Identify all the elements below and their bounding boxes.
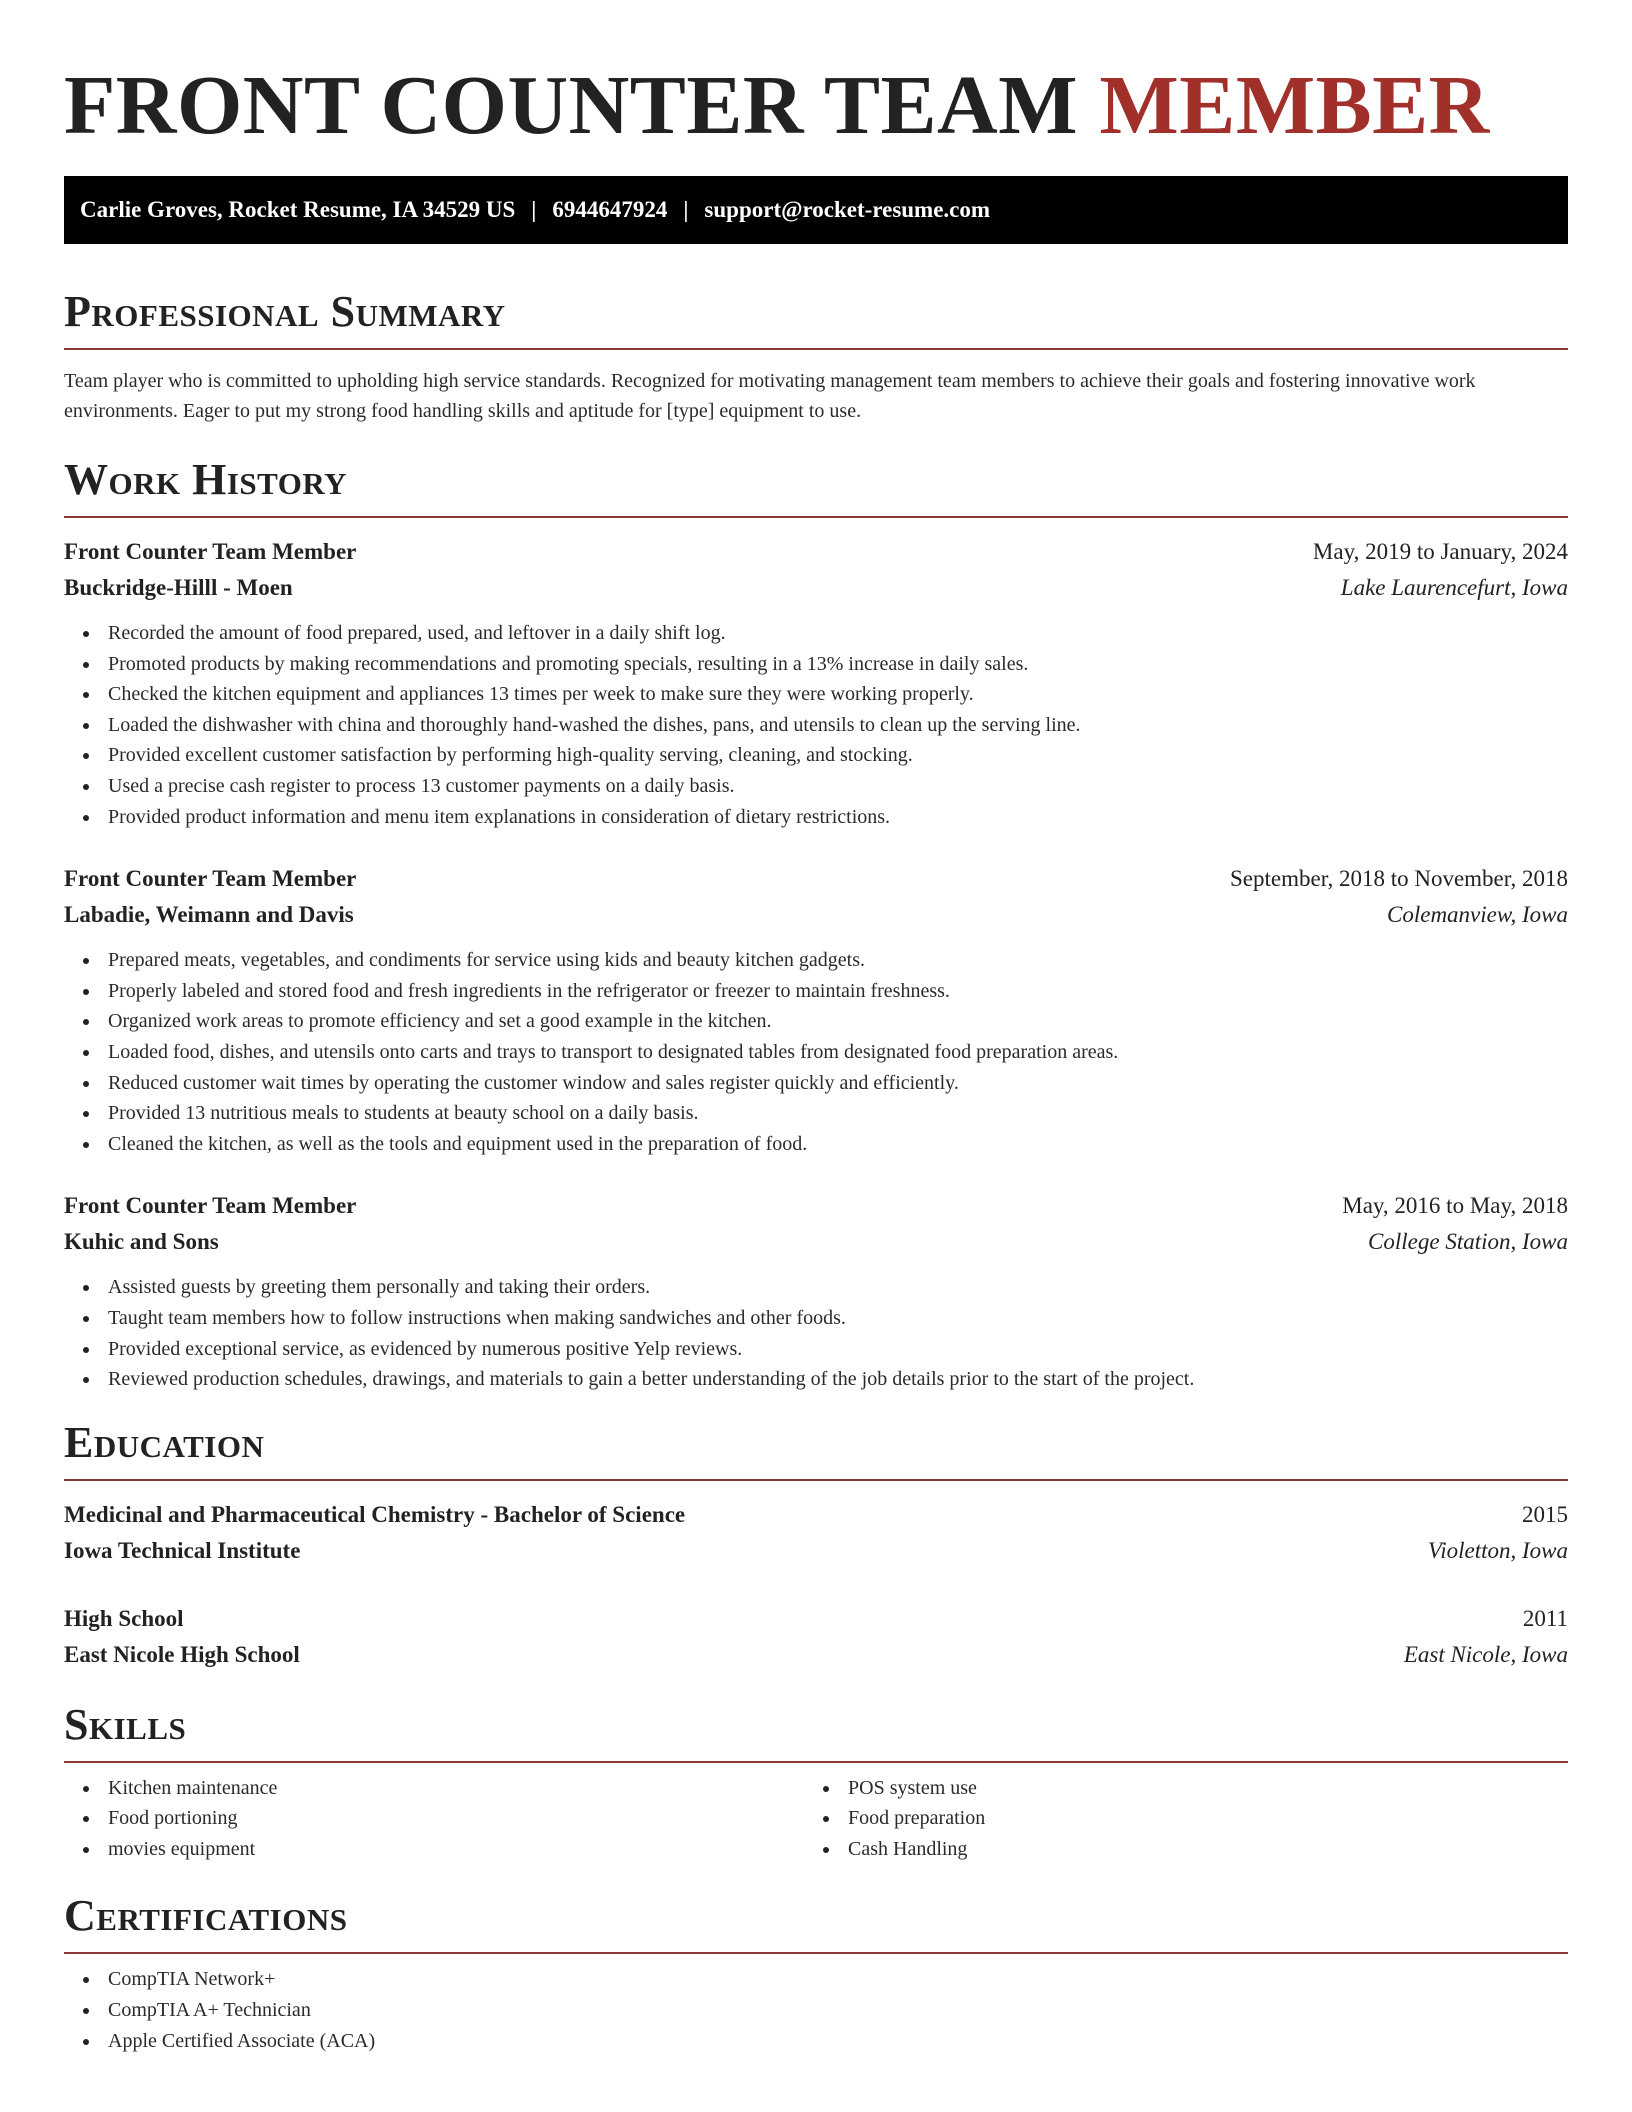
education-school: East Nicole High School xyxy=(64,1641,300,1667)
job-company: Buckridge-Hilll - Moen xyxy=(64,575,293,600)
section-divider xyxy=(64,348,1568,350)
list-item: Reduced customer wait times by operating the customer window and sales register quickly and efficiently. xyxy=(64,1068,1568,1099)
job-header-row xyxy=(64,861,1568,897)
skill-item: Food preparation xyxy=(804,1803,1544,1834)
section-title-summary: Professional Summary xyxy=(64,287,506,336)
contact-separator: | xyxy=(683,197,689,222)
section-divider xyxy=(64,1479,1568,1481)
education-degree-row xyxy=(64,1497,1568,1533)
skills-list xyxy=(804,1773,1544,1865)
contact-bar xyxy=(64,176,1568,244)
contact-phone: 6944647924 xyxy=(552,197,668,222)
contact-address: Carlie Groves, Rocket Resume, IA 34529 US xyxy=(80,197,516,222)
skill-item: POS system use xyxy=(804,1773,1544,1804)
job-company-row xyxy=(64,570,1568,606)
list-item: Provided product information and menu item explanations in consideration of dietary restrictions. xyxy=(64,802,1568,833)
education-section xyxy=(64,1417,1568,1673)
title-accent: MEMBER xyxy=(1099,59,1490,152)
education-year: 2011 xyxy=(1522,1605,1568,1631)
section-divider xyxy=(64,516,1568,518)
list-item: Reviewed production schedules, drawings, and materials to gain a better understanding of the job details prior to the start of the project. xyxy=(64,1364,1568,1395)
skills-column-left xyxy=(64,1773,804,1865)
list-item: Provided excellent customer satisfaction by performing high-quality serving, cleaning, and stocking. xyxy=(64,740,1568,771)
resume-title xyxy=(64,56,1568,156)
job-bullet-list xyxy=(64,618,1568,832)
job-entry xyxy=(64,861,1568,1159)
certifications-list xyxy=(64,1964,1568,2056)
certification-item: CompTIA Network+ xyxy=(64,1964,1568,1995)
certifications-section xyxy=(64,1890,1568,2056)
section-title-skills: Skills xyxy=(64,1699,187,1749)
job-dates: September, 2018 to November, 2018 xyxy=(1230,866,1568,892)
job-header-row xyxy=(64,534,1568,570)
job-location: Colemanview, Iowa xyxy=(1387,902,1568,928)
skills-grid xyxy=(64,1773,1568,1865)
skill-item: movies equipment xyxy=(64,1834,804,1865)
job-bullet-list xyxy=(64,1272,1568,1394)
summary-section xyxy=(64,286,1568,426)
job-dates: May, 2019 to January, 2024 xyxy=(1312,539,1568,564)
education-entry xyxy=(64,1497,1568,1569)
contact-separator: | xyxy=(531,197,537,222)
certification-item: Apple Certified Associate (ACA) xyxy=(64,2026,1568,2057)
skill-item: Food portioning xyxy=(64,1803,804,1834)
list-item: Assisted guests by greeting them personally and taking their orders. xyxy=(64,1272,1568,1303)
job-role: Front Counter Team Member xyxy=(64,1193,357,1219)
job-location: Lake Laurencefurt, Iowa xyxy=(1340,575,1568,600)
education-year: 2015 xyxy=(1522,1501,1568,1527)
resume-page xyxy=(64,0,1568,2056)
list-item: Used a precise cash register to process 13 customer payments on a daily basis. xyxy=(64,771,1568,802)
contact-email: support@rocket-resume.com xyxy=(704,197,991,222)
education-degree-row xyxy=(64,1601,1568,1637)
list-item: Promoted products by making recommendations and promoting specials, resulting in a 13% increase in daily sales. xyxy=(64,649,1568,680)
job-entry xyxy=(64,534,1568,832)
list-item: Checked the kitchen equipment and appliances 13 times per week to make sure they were working properly. xyxy=(64,679,1568,710)
list-item: Loaded the dishwasher with china and thoroughly hand-washed the dishes, pans, and utensils to clean up the serving line. xyxy=(64,710,1568,741)
education-location: East Nicole, Iowa xyxy=(1403,1641,1568,1667)
education-location: Violetton, Iowa xyxy=(1427,1537,1568,1563)
list-item: Cleaned the kitchen, as well as the tools and equipment used in the preparation of food. xyxy=(64,1129,1568,1160)
education-school-row xyxy=(64,1637,1568,1673)
section-divider xyxy=(64,1761,1568,1763)
title-main: FRONT COUNTER TEAM xyxy=(64,59,1079,152)
job-location: College Station, Iowa xyxy=(1368,1229,1568,1255)
work-history-section xyxy=(64,454,1568,1395)
list-item: Provided 13 nutritious meals to students at beauty school on a daily basis. xyxy=(64,1098,1568,1129)
section-title-certifications: Certifications xyxy=(64,1891,348,1941)
job-role: Front Counter Team Member xyxy=(64,539,357,564)
list-item: Prepared meats, vegetables, and condiments for service using kids and beauty kitchen gadgets. xyxy=(64,945,1568,976)
list-item: Loaded food, dishes, and utensils onto carts and trays to transport to designated tables from designated food preparation areas. xyxy=(64,1037,1568,1068)
section-title-work-history: Work History xyxy=(64,455,348,504)
education-school-row xyxy=(64,1533,1568,1569)
list-item: Recorded the amount of food prepared, used, and leftover in a daily shift log. xyxy=(64,618,1568,649)
education-entry xyxy=(64,1601,1568,1673)
list-item: Organized work areas to promote efficiency and set a good example in the kitchen. xyxy=(64,1006,1568,1037)
job-company-row xyxy=(64,1224,1568,1260)
job-header-row xyxy=(64,1188,1568,1224)
summary-text: Team player who is committed to upholding high service standards. Recognized for motivating management team members to achieve their goals and fostering innovative work environments. Eager to put my strong food handling skills and aptitude for [type] equipment to use. xyxy=(64,370,1476,422)
list-item: Properly labeled and stored food and fresh ingredients in the refrigerator or freezer to maintain freshness. xyxy=(64,976,1568,1007)
skill-item: Cash Handling xyxy=(804,1834,1544,1865)
job-entry xyxy=(64,1188,1568,1394)
section-title-education: Education xyxy=(64,1417,265,1467)
job-role: Front Counter Team Member xyxy=(64,866,357,892)
skills-list xyxy=(64,1773,804,1865)
certification-item: CompTIA A+ Technician xyxy=(64,1995,1568,2026)
job-dates: May, 2016 to May, 2018 xyxy=(1342,1193,1568,1219)
education-degree: High School xyxy=(64,1605,184,1631)
list-item: Provided exceptional service, as evidenced by numerous positive Yelp reviews. xyxy=(64,1334,1568,1365)
job-company-row xyxy=(64,897,1568,933)
job-company: Labadie, Weimann and Davis xyxy=(64,902,354,928)
skills-section xyxy=(64,1699,1568,1865)
job-company: Kuhic and Sons xyxy=(64,1229,219,1255)
list-item: Taught team members how to follow instructions when making sandwiches and other foods. xyxy=(64,1303,1568,1334)
job-bullet-list xyxy=(64,945,1568,1159)
education-school: Iowa Technical Institute xyxy=(64,1537,301,1563)
skill-item: Kitchen maintenance xyxy=(64,1773,804,1804)
section-divider xyxy=(64,1952,1568,1954)
skills-column-right xyxy=(804,1773,1544,1865)
education-degree: Medicinal and Pharmaceutical Chemistry - Bachelor of Science xyxy=(64,1501,686,1527)
